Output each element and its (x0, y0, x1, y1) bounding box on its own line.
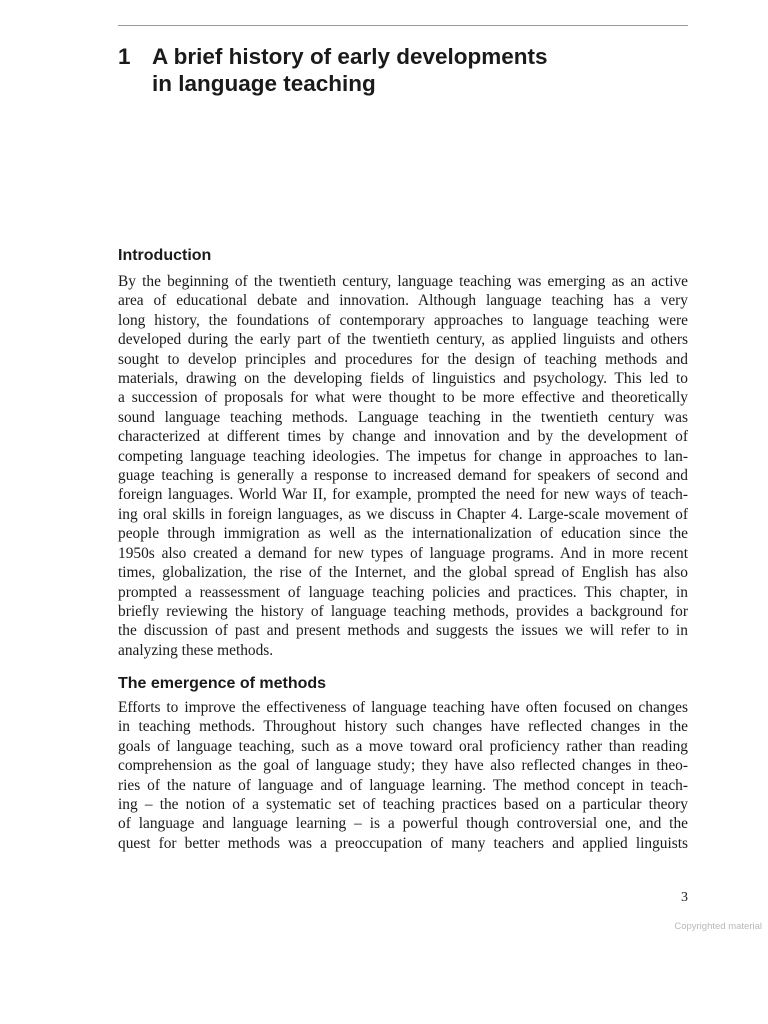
body-line: foreign languages. World War II, for example, prompted the need for new ways of teach- (118, 486, 688, 504)
body-line: materials, drawing on the developing fields of linguistics and psychology. This led to (118, 370, 688, 388)
body-line: prompted a reassessment of language teaching policies and practices. This chapter, in (118, 583, 688, 601)
body-line: briefly reviewing the history of language teaching methods, provides a background for (118, 602, 688, 620)
body-line: long history, the foundations of contemporary approaches to language teaching were (118, 311, 688, 329)
section-heading-emergence-of-methods: The emergence of methods (118, 675, 327, 692)
body-line: 1950s also created a demand for new types of language programs. And in more recent (118, 544, 688, 562)
body-line: comprehension as the goal of language study; they have also reflected changes in theo- (118, 757, 688, 775)
body-line: By the beginning of the twentieth century, language teaching was emerging as an active (118, 273, 688, 290)
chapter-number: 1 (118, 44, 131, 69)
chapter-title-line: in language teaching (152, 71, 376, 96)
body-line: developed during the early part of the twentieth century, as applied linguists and others (118, 331, 688, 349)
body-line: characterized at different times by change and innovation and by the development of (118, 428, 688, 446)
body-line: a succession of proposals for what were thought to be more effective and theoretically (118, 389, 688, 407)
body-line: sought to develop principles and procedures for the design of teaching methods and (118, 350, 688, 368)
body-line: sound language teaching methods. Language teaching in the twentieth century was (118, 408, 688, 426)
section-heading-introduction: Introduction (118, 247, 212, 264)
body-line: Efforts to improve the effectiveness of language teaching have often focused on changes (118, 699, 688, 716)
body-line: quest for better methods was a preoccupation of many teachers and applied linguists (118, 834, 688, 852)
introduction-paragraph (118, 272, 688, 660)
body-line: guage teaching is generally a response to increased demand for speakers of second and (118, 467, 688, 485)
body-line: times, globalization, the rise of the Internet, and the global spread of English has also (118, 564, 688, 582)
body-line: ing oral skills in foreign languages, as we discuss in Chapter 4. Large-scale movement of (118, 505, 688, 523)
copyright-watermark: Copyrighted material (674, 921, 762, 932)
body-line: area of educational debate and innovation. Although language teaching has a very (118, 292, 688, 310)
emergence-of-methods-paragraph (118, 698, 688, 853)
body-line: ries of the nature of language and of language learning. The method concept in teach- (118, 776, 688, 794)
chapter-title-line: A brief history of early developments (152, 44, 548, 69)
body-line: the discussion of past and present methods and suggests the issues we will refer to in (118, 622, 688, 640)
body-line: people through immigration as well as the internationalization of education since the (118, 525, 688, 543)
chapter-heading (118, 43, 688, 97)
body-line: in teaching methods. Throughout history such changes have reflected changes in the (118, 718, 688, 736)
body-line: of language and language learning – is a powerful though controversial one, and the (118, 815, 688, 833)
header-rule (118, 25, 688, 26)
page-number: 3 (681, 890, 688, 905)
body-line: ing – the notion of a systematic set of teaching practices based on a particular theory (118, 796, 688, 814)
body-line: analyzing these methods. (118, 641, 274, 659)
chapter-title (152, 43, 688, 97)
body-line: goals of language teaching, such as a move toward oral proficiency rather than reading (118, 737, 688, 755)
body-line: competing language teaching ideologies. The impetus for change in approaches to lan- (118, 447, 688, 465)
